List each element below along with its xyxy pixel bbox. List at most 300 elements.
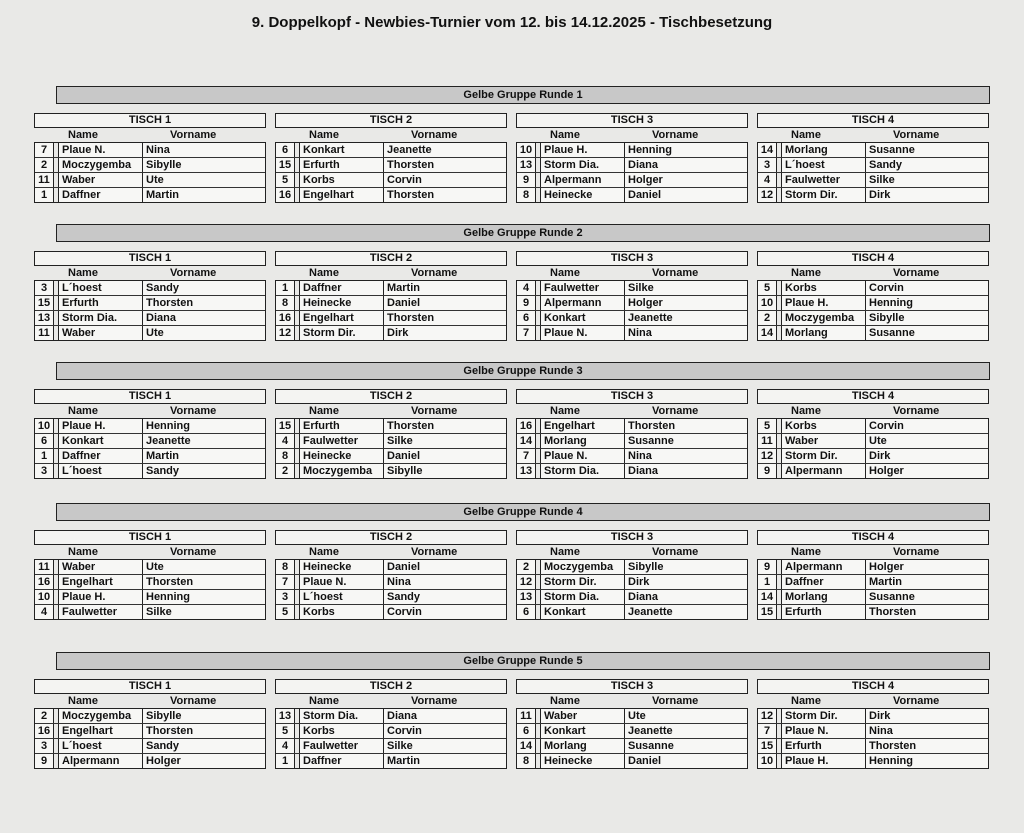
player-vorname: Corvin: [387, 725, 422, 737]
seating-table: [34, 113, 266, 203]
table-row: [35, 325, 265, 340]
player-name: Erfurth: [59, 296, 143, 310]
table-row: [758, 310, 988, 325]
player-name: Storm Dir.: [782, 709, 866, 723]
player-vorname: Silke: [146, 606, 172, 618]
round-section: [34, 362, 992, 479]
column-header-name: Name: [309, 405, 339, 417]
table-title: TISCH 3: [516, 251, 748, 266]
player-vorname: Thorsten: [146, 576, 194, 588]
player-vorname: Ute: [146, 327, 164, 339]
table-row: [35, 187, 265, 202]
column-headers: [757, 404, 989, 418]
table-row: [276, 574, 506, 589]
player-list: [275, 559, 507, 620]
player-name: Morlang: [541, 739, 625, 753]
seating-table: [275, 679, 507, 769]
player-number: 11: [35, 560, 54, 574]
player-number: 3: [35, 739, 54, 753]
table-title: TISCH 2: [275, 679, 507, 694]
column-header-name: Name: [309, 267, 339, 279]
table-row: [517, 463, 747, 478]
player-name: Plaue N.: [541, 449, 625, 463]
player-vorname: Diana: [628, 159, 658, 171]
player-number: 10: [758, 296, 777, 310]
table-row: [35, 604, 265, 619]
player-vorname: Ute: [146, 561, 164, 573]
player-list: [516, 142, 748, 203]
player-list: [516, 708, 748, 769]
table-row: [276, 187, 506, 202]
table-row: [517, 723, 747, 738]
table-row: [758, 463, 988, 478]
player-name: Moczygemba: [59, 158, 143, 172]
table-row: [276, 463, 506, 478]
column-headers: [275, 266, 507, 280]
column-header-name: Name: [791, 546, 821, 558]
player-vorname: Diana: [628, 465, 658, 477]
player-name: Moczygemba: [782, 311, 866, 325]
player-vorname: Holger: [869, 465, 904, 477]
player-name: Alpermann: [541, 296, 625, 310]
player-name: Morlang: [782, 326, 866, 340]
player-vorname: Susanne: [628, 435, 674, 447]
player-number: 3: [276, 590, 295, 604]
player-name: Waber: [59, 326, 143, 340]
table-row: [758, 295, 988, 310]
seating-table: [516, 113, 748, 203]
player-number: 16: [35, 575, 54, 589]
player-name: Waber: [59, 173, 143, 187]
table-row: [517, 589, 747, 604]
player-number: 10: [35, 590, 54, 604]
player-name: Faulwetter: [782, 173, 866, 187]
player-name: Daffner: [59, 188, 143, 202]
player-list: [34, 418, 266, 479]
player-name: Engelhart: [59, 724, 143, 738]
player-name: Storm Dia.: [541, 158, 625, 172]
column-header-name: Name: [68, 546, 98, 558]
column-header-name: Name: [550, 405, 580, 417]
player-vorname: Holger: [628, 174, 663, 186]
table-row: [758, 723, 988, 738]
player-list: [34, 280, 266, 341]
player-number: 12: [758, 449, 777, 463]
column-header-vorname: Vorname: [893, 546, 940, 558]
column-header-vorname: Vorname: [170, 546, 217, 558]
player-number: 9: [517, 173, 536, 187]
player-name: Erfurth: [300, 419, 384, 433]
player-vorname: Sibylle: [628, 561, 664, 573]
player-vorname: Susanne: [869, 591, 915, 603]
table-title: TISCH 1: [34, 389, 266, 404]
player-vorname: Diana: [628, 591, 658, 603]
column-header-vorname: Vorname: [652, 546, 699, 558]
player-vorname: Nina: [146, 144, 170, 156]
seating-table: [275, 530, 507, 620]
player-number: 14: [758, 143, 777, 157]
player-number: 8: [517, 188, 536, 202]
table-title: TISCH 2: [275, 530, 507, 545]
player-vorname: Thorsten: [146, 297, 194, 309]
column-header-vorname: Vorname: [170, 267, 217, 279]
player-number: 5: [276, 724, 295, 738]
player-name: Storm Dia.: [300, 709, 384, 723]
player-list: [275, 418, 507, 479]
player-name: L´hoest: [59, 739, 143, 753]
player-name: Morlang: [782, 143, 866, 157]
table-row: [517, 295, 747, 310]
player-vorname: Holger: [869, 561, 904, 573]
table-row: [276, 419, 506, 433]
table-row: [517, 143, 747, 157]
seating-table: [757, 251, 989, 341]
player-number: 10: [517, 143, 536, 157]
table-row: [276, 604, 506, 619]
player-vorname: Sandy: [387, 591, 421, 603]
column-headers: [275, 128, 507, 142]
player-vorname: Holger: [146, 755, 181, 767]
player-name: Korbs: [782, 419, 866, 433]
player-number: 7: [517, 326, 536, 340]
player-number: 5: [758, 419, 777, 433]
player-vorname: Dirk: [869, 189, 891, 201]
player-vorname: Thorsten: [869, 740, 917, 752]
player-vorname: Nina: [387, 576, 411, 588]
seating-table: [275, 113, 507, 203]
player-number: 7: [35, 143, 54, 157]
table-row: [517, 419, 747, 433]
player-vorname: Sandy: [146, 465, 180, 477]
column-header-name: Name: [68, 129, 98, 141]
player-name: Storm Dia.: [541, 590, 625, 604]
player-number: 11: [35, 326, 54, 340]
player-vorname: Martin: [869, 576, 902, 588]
player-name: Konkart: [541, 311, 625, 325]
table-row: [517, 281, 747, 295]
round-section: [34, 652, 992, 769]
player-vorname: Holger: [628, 297, 663, 309]
player-number: 2: [35, 709, 54, 723]
player-number: 1: [35, 188, 54, 202]
player-number: 12: [276, 326, 295, 340]
player-number: 13: [517, 590, 536, 604]
table-row: [276, 433, 506, 448]
table-row: [517, 560, 747, 574]
table-row: [276, 325, 506, 340]
player-number: 7: [276, 575, 295, 589]
player-vorname: Nina: [628, 327, 652, 339]
player-name: Konkart: [59, 434, 143, 448]
player-vorname: Martin: [387, 755, 420, 767]
player-number: 7: [758, 724, 777, 738]
table-row: [758, 281, 988, 295]
player-name: Daffner: [782, 575, 866, 589]
table-row: [276, 723, 506, 738]
column-header-vorname: Vorname: [170, 129, 217, 141]
player-number: 6: [35, 434, 54, 448]
player-list: [275, 708, 507, 769]
player-vorname: Susanne: [869, 327, 915, 339]
player-name: Faulwetter: [300, 434, 384, 448]
seating-table: [757, 113, 989, 203]
table-title: TISCH 3: [516, 679, 748, 694]
player-name: Korbs: [782, 281, 866, 295]
column-header-vorname: Vorname: [652, 695, 699, 707]
player-vorname: Henning: [628, 144, 672, 156]
player-number: 3: [35, 464, 54, 478]
player-name: Storm Dir.: [300, 326, 384, 340]
table-row: [517, 448, 747, 463]
player-vorname: Jeanette: [628, 725, 673, 737]
table-row: [35, 560, 265, 574]
table-row: [758, 172, 988, 187]
player-name: Daffner: [59, 449, 143, 463]
table-row: [758, 325, 988, 340]
player-number: 10: [35, 419, 54, 433]
player-name: Heinecke: [541, 188, 625, 202]
round-title: Gelbe Gruppe Runde 5: [56, 652, 990, 670]
column-header-vorname: Vorname: [652, 267, 699, 279]
player-vorname: Sibylle: [869, 312, 905, 324]
column-headers: [275, 404, 507, 418]
player-name: Plaue N.: [541, 326, 625, 340]
seating-table: [757, 389, 989, 479]
player-vorname: Ute: [146, 174, 164, 186]
player-name: Plaue H.: [541, 143, 625, 157]
player-name: Alpermann: [782, 464, 866, 478]
column-header-vorname: Vorname: [170, 695, 217, 707]
player-name: Heinecke: [300, 449, 384, 463]
table-row: [276, 172, 506, 187]
column-header-name: Name: [309, 546, 339, 558]
table-row: [276, 589, 506, 604]
table-row: [35, 433, 265, 448]
player-number: 15: [758, 739, 777, 753]
round-title: Gelbe Gruppe Runde 3: [56, 362, 990, 380]
player-number: 13: [276, 709, 295, 723]
table-row: [35, 738, 265, 753]
player-number: 7: [517, 449, 536, 463]
player-number: 12: [758, 709, 777, 723]
player-vorname: Silke: [387, 740, 413, 752]
player-vorname: Diana: [387, 710, 417, 722]
player-number: 9: [758, 464, 777, 478]
table-row: [276, 281, 506, 295]
table-title: TISCH 2: [275, 113, 507, 128]
player-name: Konkart: [541, 605, 625, 619]
player-vorname: Thorsten: [387, 159, 435, 171]
player-vorname: Daniel: [387, 297, 421, 309]
player-number: 5: [276, 173, 295, 187]
column-header-name: Name: [68, 695, 98, 707]
column-header-name: Name: [309, 695, 339, 707]
player-vorname: Silke: [628, 282, 654, 294]
column-header-name: Name: [68, 267, 98, 279]
page-title: 9. Doppelkopf - Newbies-Turnier vom 12. bis 14.12.2025 - Tischbesetzung: [251, 14, 773, 31]
table-title: TISCH 2: [275, 251, 507, 266]
player-list: [757, 280, 989, 341]
player-name: Alpermann: [541, 173, 625, 187]
round-title: Gelbe Gruppe Runde 1: [56, 86, 990, 104]
player-vorname: Silke: [387, 435, 413, 447]
player-number: 1: [276, 754, 295, 768]
table-row: [517, 310, 747, 325]
player-number: 8: [276, 449, 295, 463]
player-name: Waber: [782, 434, 866, 448]
column-headers: [34, 694, 266, 708]
player-name: Waber: [541, 709, 625, 723]
player-name: Storm Dir.: [541, 575, 625, 589]
table-row: [758, 574, 988, 589]
column-header-name: Name: [550, 695, 580, 707]
table-row: [517, 753, 747, 768]
table-row: [758, 419, 988, 433]
table-row: [35, 157, 265, 172]
table-row: [758, 589, 988, 604]
seating-table: [516, 679, 748, 769]
player-number: 15: [276, 158, 295, 172]
player-vorname: Henning: [869, 755, 913, 767]
player-vorname: Dirk: [869, 710, 891, 722]
player-vorname: Ute: [869, 435, 887, 447]
player-number: 1: [276, 281, 295, 295]
player-name: Erfurth: [782, 739, 866, 753]
table-row: [35, 143, 265, 157]
tables-row: [34, 251, 992, 341]
player-vorname: Henning: [146, 591, 190, 603]
player-list: [34, 559, 266, 620]
table-row: [758, 753, 988, 768]
player-vorname: Sibylle: [146, 159, 182, 171]
round-section: [34, 503, 992, 620]
column-header-name: Name: [550, 267, 580, 279]
player-name: Plaue H.: [782, 754, 866, 768]
player-vorname: Corvin: [869, 420, 904, 432]
column-headers: [757, 694, 989, 708]
table-title: TISCH 4: [757, 389, 989, 404]
player-number: 4: [517, 281, 536, 295]
player-vorname: Thorsten: [146, 725, 194, 737]
table-title: TISCH 3: [516, 389, 748, 404]
player-number: 11: [517, 709, 536, 723]
table-row: [35, 295, 265, 310]
player-vorname: Silke: [869, 174, 895, 186]
player-number: 1: [758, 575, 777, 589]
player-vorname: Thorsten: [869, 606, 917, 618]
player-number: 2: [276, 464, 295, 478]
table-row: [35, 463, 265, 478]
player-vorname: Sandy: [869, 159, 903, 171]
player-list: [34, 142, 266, 203]
player-number: 11: [758, 434, 777, 448]
column-headers: [757, 128, 989, 142]
seating-table: [275, 251, 507, 341]
player-vorname: Sibylle: [146, 710, 182, 722]
player-number: 3: [758, 158, 777, 172]
table-row: [758, 157, 988, 172]
player-number: 8: [517, 754, 536, 768]
column-headers: [516, 404, 748, 418]
column-headers: [516, 545, 748, 559]
player-name: Plaue H.: [59, 590, 143, 604]
player-name: Plaue N.: [782, 724, 866, 738]
table-row: [758, 187, 988, 202]
seating-table: [34, 251, 266, 341]
player-vorname: Jeanette: [628, 606, 673, 618]
table-row: [35, 589, 265, 604]
table-row: [35, 709, 265, 723]
table-row: [276, 709, 506, 723]
table-row: [758, 560, 988, 574]
player-number: 4: [276, 739, 295, 753]
player-name: Plaue N.: [59, 143, 143, 157]
player-list: [757, 142, 989, 203]
seating-table: [34, 389, 266, 479]
column-header-vorname: Vorname: [411, 546, 458, 558]
player-number: 2: [35, 158, 54, 172]
player-vorname: Daniel: [387, 561, 421, 573]
table-row: [758, 433, 988, 448]
player-name: L´hoest: [782, 158, 866, 172]
round-section: [34, 224, 992, 341]
table-title: TISCH 1: [34, 530, 266, 545]
table-row: [517, 574, 747, 589]
player-vorname: Sibylle: [387, 465, 423, 477]
column-header-vorname: Vorname: [411, 129, 458, 141]
table-row: [517, 325, 747, 340]
player-vorname: Jeanette: [387, 144, 432, 156]
column-headers: [34, 266, 266, 280]
player-number: 2: [758, 311, 777, 325]
player-number: 11: [35, 173, 54, 187]
player-vorname: Martin: [146, 189, 179, 201]
table-title: TISCH 3: [516, 530, 748, 545]
column-header-name: Name: [791, 405, 821, 417]
player-number: 16: [276, 311, 295, 325]
player-number: 4: [758, 173, 777, 187]
player-number: 9: [517, 296, 536, 310]
player-name: Korbs: [300, 173, 384, 187]
column-headers: [34, 404, 266, 418]
column-header-vorname: Vorname: [652, 129, 699, 141]
table-row: [758, 143, 988, 157]
round-title: Gelbe Gruppe Runde 4: [56, 503, 990, 521]
tables-row: [34, 530, 992, 620]
player-vorname: Thorsten: [387, 312, 435, 324]
player-number: 15: [35, 296, 54, 310]
column-headers: [516, 694, 748, 708]
player-vorname: Ute: [628, 710, 646, 722]
player-name: L´hoest: [59, 281, 143, 295]
round-title: Gelbe Gruppe Runde 2: [56, 224, 990, 242]
player-number: 15: [758, 605, 777, 619]
table-title: TISCH 1: [34, 113, 266, 128]
player-vorname: Daniel: [387, 450, 421, 462]
player-name: Faulwetter: [541, 281, 625, 295]
table-row: [35, 448, 265, 463]
table-title: TISCH 3: [516, 113, 748, 128]
table-title: TISCH 4: [757, 251, 989, 266]
player-number: 16: [517, 419, 536, 433]
column-headers: [34, 545, 266, 559]
player-number: 4: [35, 605, 54, 619]
column-header-name: Name: [68, 405, 98, 417]
column-headers: [34, 128, 266, 142]
player-number: 14: [758, 326, 777, 340]
column-header-name: Name: [791, 129, 821, 141]
column-header-name: Name: [309, 129, 339, 141]
